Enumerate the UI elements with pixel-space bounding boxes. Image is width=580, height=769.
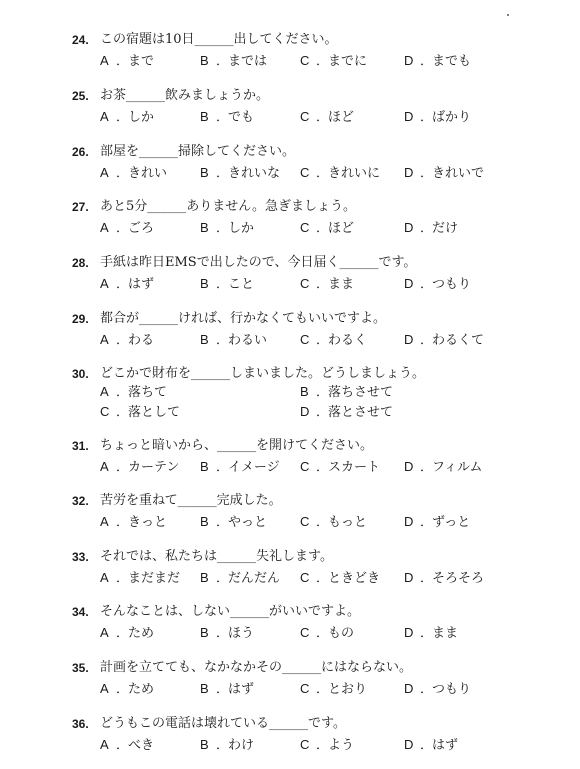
option-separator: ． — [316, 405, 330, 420]
answer-option-b[interactable] — [200, 51, 267, 71]
option-separator: ． — [116, 738, 130, 753]
option-text: ばかり — [432, 110, 472, 125]
option-letter: D — [404, 53, 414, 68]
option-letter: B — [300, 384, 309, 399]
option-letter: A — [100, 514, 109, 529]
option-text: わけ — [228, 738, 255, 753]
option-separator: ． — [116, 221, 130, 236]
answer-option-a[interactable] — [100, 623, 154, 643]
option-text: きれい — [128, 166, 168, 181]
option-text: イメージ — [228, 460, 280, 475]
answer-option-d[interactable] — [404, 512, 470, 532]
answer-option-a[interactable] — [100, 382, 167, 402]
option-letter: D — [300, 404, 310, 419]
answer-option-b[interactable] — [200, 218, 254, 238]
answer-option-d[interactable] — [404, 51, 471, 71]
option-separator: ． — [216, 333, 230, 348]
answer-option-d[interactable] — [404, 163, 484, 183]
option-separator: ． — [216, 682, 230, 697]
answer-option-b[interactable] — [200, 623, 254, 643]
answer-option-a[interactable] — [100, 679, 154, 699]
option-letter: D — [404, 625, 414, 640]
answer-option-b[interactable] — [200, 330, 267, 350]
option-letter: B — [200, 570, 209, 585]
option-separator: ． — [420, 738, 434, 753]
option-separator: ． — [116, 54, 130, 69]
option-text: フィルム — [432, 460, 483, 475]
option-letter: A — [100, 459, 109, 474]
option-text: だんだん — [228, 571, 281, 586]
option-separator: ． — [420, 515, 434, 530]
option-separator: ． — [116, 166, 130, 181]
answer-option-a[interactable] — [100, 107, 154, 127]
option-letter: C — [300, 220, 310, 235]
answer-option-d[interactable] — [404, 457, 482, 477]
option-text: わるい — [228, 333, 268, 348]
option-separator: ． — [420, 571, 434, 586]
question-number: 35. — [72, 661, 89, 675]
option-text: ため — [128, 626, 155, 641]
answer-option-b[interactable] — [200, 512, 267, 532]
answer-option-c[interactable] — [300, 623, 354, 643]
answer-option-a[interactable] — [100, 51, 154, 71]
option-text: までに — [328, 54, 368, 69]
option-text: でも — [228, 110, 255, 125]
question-number: 29. — [72, 312, 89, 326]
question-text: この宿題は10日______出してください。 — [100, 32, 338, 47]
question-text: どこかで財布を______しまいました。どうしましょう。 — [100, 366, 426, 381]
option-separator: ． — [316, 54, 330, 69]
answer-option-a[interactable] — [100, 568, 180, 588]
question-number: 34. — [72, 605, 89, 619]
option-letter: D — [404, 276, 414, 291]
option-separator: ． — [216, 626, 230, 641]
option-letter: A — [100, 109, 109, 124]
question-number: 25. — [72, 89, 89, 103]
option-separator: ． — [316, 166, 330, 181]
option-text: きれいに — [328, 166, 381, 181]
option-text: はず — [128, 277, 155, 292]
option-separator: ． — [216, 166, 230, 181]
option-letter: B — [200, 53, 209, 68]
question-text: お茶______飲みましょうか。 — [100, 88, 270, 103]
answer-option-d[interactable] — [404, 623, 458, 643]
question-text: そんなことは、しない______がいいですよ。 — [100, 604, 361, 619]
answer-option-a[interactable] — [100, 218, 154, 238]
option-separator: ． — [316, 626, 330, 641]
option-letter: D — [404, 737, 414, 752]
option-letter: C — [300, 514, 310, 529]
answer-option-d[interactable] — [404, 330, 484, 350]
answer-option-d[interactable] — [404, 218, 458, 238]
option-text: しか — [128, 110, 155, 125]
question-number: 31. — [72, 439, 89, 453]
answer-option-c[interactable] — [300, 679, 367, 699]
option-letter: D — [404, 459, 414, 474]
option-separator: ． — [420, 166, 434, 181]
answer-option-c[interactable] — [300, 163, 380, 183]
scan-speck — [507, 14, 509, 16]
option-letter: D — [404, 165, 414, 180]
option-text: やっと — [228, 515, 268, 530]
option-separator: ． — [216, 54, 230, 69]
option-text: までも — [432, 54, 472, 69]
option-separator: ． — [420, 333, 434, 348]
question-text: それでは、私たちは______失礼します。 — [100, 549, 333, 564]
option-separator: ． — [316, 385, 330, 400]
option-letter: B — [200, 220, 209, 235]
answer-option-a[interactable] — [100, 163, 167, 183]
option-separator: ． — [420, 110, 434, 125]
option-letter: B — [200, 737, 209, 752]
option-separator: ． — [116, 460, 130, 475]
option-text: 落として — [128, 405, 181, 420]
option-separator: ． — [420, 682, 434, 697]
option-text: まだまだ — [128, 571, 181, 586]
option-text: しか — [228, 221, 255, 236]
option-separator: ． — [116, 277, 130, 292]
option-separator: ． — [216, 515, 230, 530]
answer-option-a[interactable] — [100, 735, 154, 755]
option-letter: B — [200, 625, 209, 640]
question-number: 36. — [72, 717, 89, 731]
option-letter: B — [200, 109, 209, 124]
option-text: ごろ — [128, 221, 155, 236]
question-number: 24. — [72, 33, 89, 47]
option-text: スカート — [328, 460, 381, 475]
option-text: ずっと — [432, 515, 471, 530]
answer-option-c[interactable] — [300, 735, 354, 755]
option-text: 落ちさせて — [328, 385, 394, 400]
option-text: べき — [128, 738, 155, 753]
option-separator: ． — [216, 738, 230, 753]
option-letter: D — [404, 332, 414, 347]
answer-option-b[interactable] — [200, 274, 254, 294]
option-text: そろそろ — [432, 571, 485, 586]
option-text: こと — [228, 277, 255, 292]
option-text: はず — [432, 738, 459, 753]
option-text: もの — [328, 626, 355, 641]
question-text: あと5分______ありません。急ぎましょう。 — [100, 199, 357, 214]
option-letter: A — [100, 165, 109, 180]
option-text: つもり — [432, 682, 472, 697]
answer-option-b[interactable] — [200, 457, 280, 477]
option-letter: D — [404, 681, 414, 696]
option-text: ため — [128, 682, 155, 697]
option-text: わる — [128, 333, 155, 348]
answer-option-b[interactable] — [200, 107, 254, 127]
option-text: まで — [128, 54, 155, 69]
option-letter: C — [300, 276, 310, 291]
question-number: 32. — [72, 494, 89, 508]
option-text: ときどき — [328, 571, 381, 586]
option-separator: ． — [420, 460, 434, 475]
option-text: ほど — [328, 221, 355, 236]
option-separator: ． — [316, 110, 330, 125]
option-separator: ． — [316, 277, 330, 292]
option-letter: C — [300, 165, 310, 180]
option-letter: D — [404, 570, 414, 585]
option-letter: C — [300, 53, 310, 68]
option-separator: ． — [316, 221, 330, 236]
question-text: ちょっと暗いから、______を開けてください。 — [100, 438, 374, 453]
answer-option-a[interactable] — [100, 274, 154, 294]
option-separator: ． — [420, 626, 434, 641]
option-letter: C — [100, 404, 110, 419]
question-text: 部屋を______掃除してください。 — [100, 144, 296, 159]
question-number: 28. — [72, 256, 89, 270]
answer-option-d[interactable] — [404, 274, 471, 294]
option-text: わるく — [328, 333, 368, 348]
option-text: 落とさせて — [328, 405, 394, 420]
question-text: どうもこの電話は壊れている______です。 — [100, 716, 346, 731]
option-text: だけ — [432, 221, 459, 236]
question-text: 苦労を重ねて______完成した。 — [100, 493, 282, 508]
option-text: もっと — [328, 515, 368, 530]
answer-option-d[interactable] — [404, 735, 458, 755]
option-letter: D — [404, 514, 414, 529]
answer-option-c[interactable] — [300, 512, 367, 532]
option-separator: ． — [316, 515, 330, 530]
answer-option-d[interactable] — [404, 107, 471, 127]
option-separator: ． — [116, 571, 130, 586]
option-letter: C — [300, 625, 310, 640]
answer-option-d[interactable] — [300, 402, 393, 422]
option-text: ほど — [328, 110, 355, 125]
option-separator: ． — [420, 221, 434, 236]
option-letter: B — [200, 332, 209, 347]
option-letter: A — [100, 681, 109, 696]
question-number: 26. — [72, 145, 89, 159]
option-text: まま — [328, 277, 355, 292]
answer-option-d[interactable] — [404, 568, 484, 588]
answer-option-c[interactable] — [300, 274, 354, 294]
option-letter: C — [300, 109, 310, 124]
option-separator: ． — [216, 221, 230, 236]
option-letter: A — [100, 332, 109, 347]
answer-option-b[interactable] — [200, 735, 254, 755]
option-separator: ． — [116, 333, 130, 348]
question-number: 33. — [72, 550, 89, 564]
answer-option-a[interactable] — [100, 457, 179, 477]
answer-option-b[interactable] — [200, 568, 280, 588]
option-text: 落ちて — [128, 385, 167, 400]
question-number: 30. — [72, 367, 89, 381]
option-letter: B — [200, 165, 209, 180]
option-text: まま — [432, 626, 459, 641]
option-separator: ． — [216, 110, 230, 125]
option-separator: ． — [116, 515, 130, 530]
option-letter: A — [100, 384, 109, 399]
option-letter: B — [200, 459, 209, 474]
option-text: きっと — [128, 515, 168, 530]
option-separator: ． — [316, 571, 330, 586]
answer-option-c[interactable] — [300, 457, 380, 477]
option-letter: A — [100, 737, 109, 752]
answer-option-c[interactable] — [300, 330, 367, 350]
option-separator: ． — [316, 460, 330, 475]
question-number: 27. — [72, 200, 89, 214]
question-text: 手紙は昨日EMSで出したので、今日届く______です。 — [100, 255, 417, 270]
answer-option-a[interactable] — [100, 512, 167, 532]
option-separator: ． — [216, 460, 230, 475]
option-text: までは — [228, 54, 268, 69]
option-text: ほう — [228, 626, 255, 641]
answer-option-b[interactable] — [200, 163, 280, 183]
option-text: つもり — [432, 277, 472, 292]
option-letter: A — [100, 625, 109, 640]
option-text: きれいな — [228, 166, 281, 181]
answer-option-c[interactable] — [300, 568, 380, 588]
option-separator: ． — [420, 277, 434, 292]
option-letter: B — [200, 276, 209, 291]
option-separator: ． — [116, 385, 130, 400]
option-letter: C — [300, 681, 310, 696]
option-text: カーテン — [128, 460, 180, 475]
option-separator: ． — [116, 626, 130, 641]
option-letter: A — [100, 53, 109, 68]
option-text: わるくて — [432, 333, 485, 348]
question-text: 計画を立てても、なかなかその______にはならない。 — [100, 660, 413, 675]
answer-option-a[interactable] — [100, 330, 154, 350]
answer-option-c[interactable] — [300, 51, 367, 71]
answer-option-b[interactable] — [200, 679, 254, 699]
option-text: きれいで — [432, 166, 485, 181]
option-text: よう — [328, 738, 355, 753]
option-letter: C — [300, 459, 310, 474]
answer-option-c[interactable] — [100, 402, 180, 422]
option-separator: ． — [316, 738, 330, 753]
option-letter: A — [100, 570, 109, 585]
option-letter: C — [300, 570, 310, 585]
option-letter: D — [404, 220, 414, 235]
option-separator: ． — [316, 682, 330, 697]
option-separator: ． — [420, 54, 434, 69]
option-letter: A — [100, 220, 109, 235]
option-text: はず — [228, 682, 255, 697]
option-letter: B — [200, 681, 209, 696]
option-letter: B — [200, 514, 209, 529]
answer-option-c[interactable] — [300, 107, 354, 127]
option-separator: ． — [116, 110, 130, 125]
option-letter: D — [404, 109, 414, 124]
answer-option-d[interactable] — [404, 679, 471, 699]
option-separator: ． — [116, 682, 130, 697]
question-text: 都合が______ければ、行かなくてもいいですよ。 — [100, 311, 387, 326]
answer-option-b[interactable] — [300, 382, 393, 402]
option-letter: A — [100, 276, 109, 291]
option-separator: ． — [316, 333, 330, 348]
answer-option-c[interactable] — [300, 218, 354, 238]
option-separator: ． — [216, 571, 230, 586]
option-text: とおり — [328, 682, 368, 697]
option-letter: C — [300, 737, 310, 752]
option-separator: ． — [216, 277, 230, 292]
option-separator: ． — [116, 405, 130, 420]
option-letter: C — [300, 332, 310, 347]
